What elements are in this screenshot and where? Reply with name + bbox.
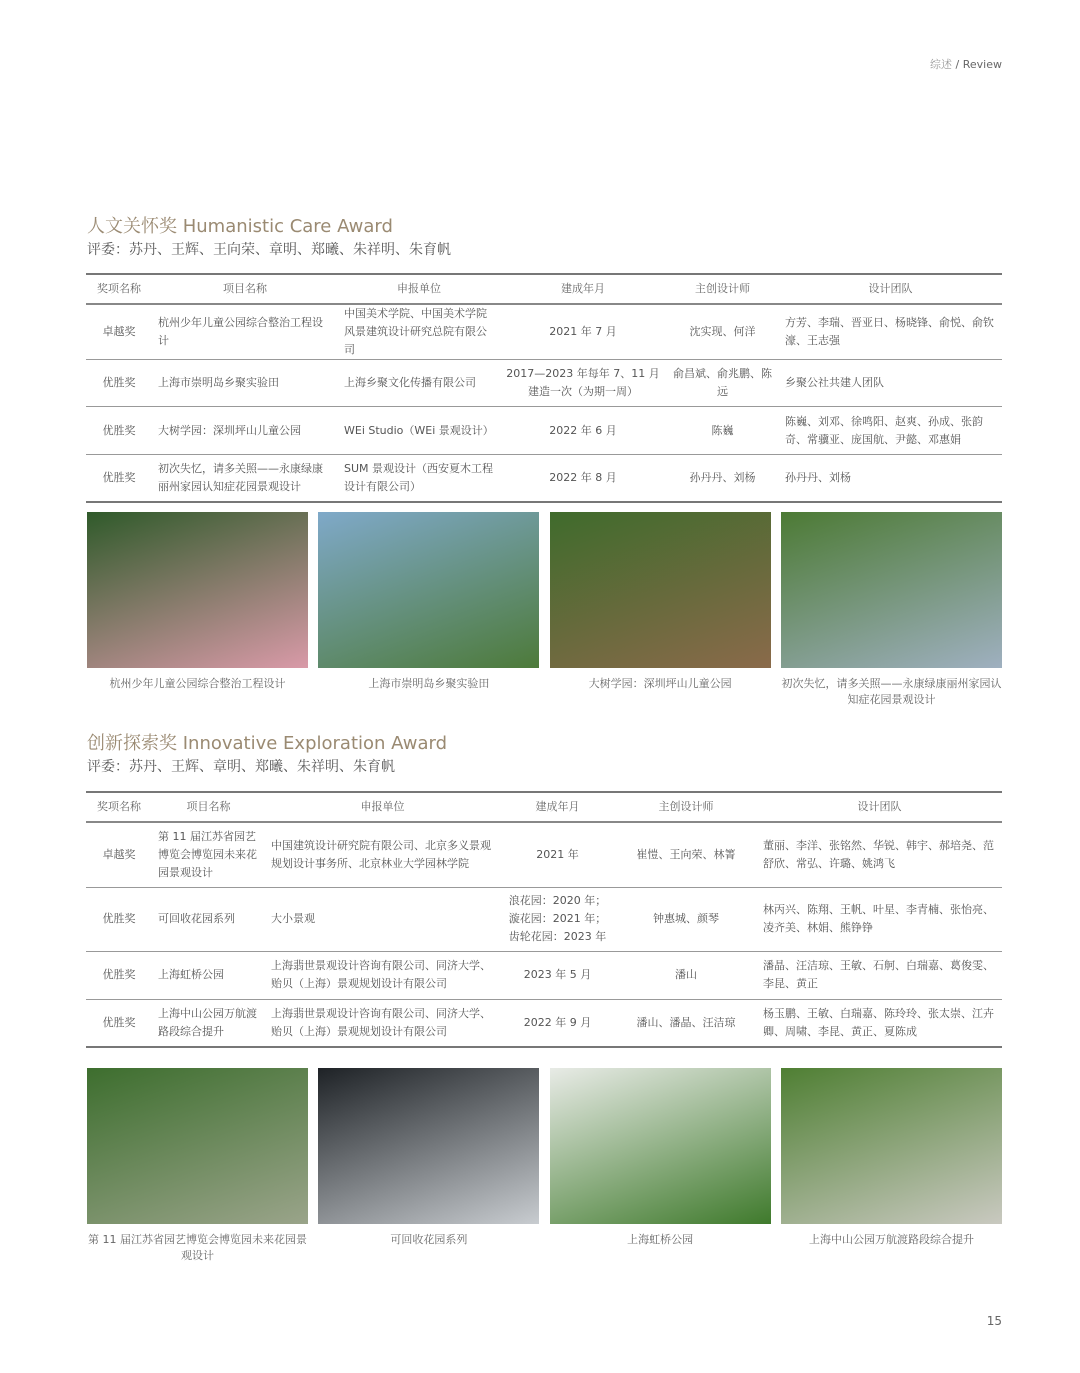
cell-team: 潘晶、汪洁琼、王敏、石舸、白瑞嘉、葛俊雯、李昆、黄正	[757, 951, 1002, 999]
cell-designer: 沈实现、何洋	[666, 304, 779, 360]
cell-team: 董丽、李洋、张铭然、华锐、韩宇、郝培尧、范舒欣、常弘、许璐、姚鸿飞	[757, 822, 1002, 887]
table-row	[86, 999, 1002, 1047]
table-row	[86, 407, 1002, 455]
judges-line: 评委：苏丹、王辉、章明、郑曦、朱祥明、朱育帆	[87, 759, 395, 775]
photo-caption: 大树学园：深圳坪山儿童公园	[588, 677, 732, 690]
photo-item	[318, 1068, 539, 1264]
cell-project: 大树学园：深圳坪山儿童公园	[152, 407, 338, 455]
cell-team: 孙丹丹、刘杨	[785, 470, 851, 484]
cell-unit: 中国建筑设计研究院有限公司、北京多义景观规划设计事务所、北京林业大学园林学院	[265, 822, 500, 887]
table-header	[86, 792, 1002, 822]
cell-designer: 陈巍	[666, 407, 779, 455]
cell-unit: 中国美术学院、中国美术学院风景建筑设计研究总院有限公司	[338, 304, 500, 360]
photo-caption: 上海虹桥公园	[627, 1233, 694, 1246]
cell-designer: 潘山	[615, 951, 757, 999]
cell-project: 杭州少年儿童公园综合整治工程设计	[152, 304, 338, 360]
project-photo	[87, 1068, 308, 1224]
project-photo	[550, 1068, 771, 1224]
cell-date: 2021 年	[500, 822, 615, 887]
column-header: 申报单位	[338, 274, 500, 304]
cell-award: 优胜奖	[86, 951, 152, 999]
project-photo	[550, 512, 771, 668]
cell-award: 卓越奖	[86, 304, 152, 360]
cell-award: 优胜奖	[86, 407, 152, 455]
column-header: 设计团队	[779, 274, 1002, 304]
photo-item	[87, 1068, 308, 1264]
cell-unit: 上海乡聚文化传播有限公司	[338, 360, 500, 407]
column-header: 建成年月	[500, 792, 615, 822]
column-header: 建成年月	[500, 274, 666, 304]
cell-designer: 潘山、潘晶、汪洁琼	[636, 1015, 736, 1029]
photo-item	[87, 512, 308, 708]
cell-project: 上海虹桥公园	[152, 951, 265, 999]
project-photo	[318, 512, 539, 668]
cell-project: 上海市崇明岛乡聚实验田	[152, 360, 338, 407]
cell-unit: 上海翡世景观设计咨询有限公司、同济大学、贻贝（上海）景观规划设计有限公司	[265, 951, 500, 999]
cell-award: 优胜奖	[86, 360, 152, 407]
photo-caption: 上海中山公园万航渡路段综合提升	[808, 1233, 974, 1246]
photo-item	[318, 512, 539, 708]
table-row	[86, 951, 1002, 999]
photo-item	[550, 512, 771, 708]
photo-strip	[87, 512, 1002, 708]
judges-line: 评委：苏丹、王辉、王向荣、章明、郑曦、朱祥明、朱育帆	[87, 242, 451, 258]
section-cn: 综述	[930, 58, 953, 71]
cell-project: 上海中山公园万航渡路段综合提升	[158, 1006, 257, 1038]
photo-caption: 第 11 届江苏省园艺博览会博览园未来花园景观设计	[88, 1233, 307, 1262]
photo-item	[550, 1068, 771, 1264]
project-photo	[87, 512, 308, 668]
page-number: 15	[986, 1314, 1002, 1328]
table-row	[86, 822, 1002, 887]
cell-designer: 钟惠城、颜琴	[615, 887, 757, 951]
cell-project: 初次失忆，请多关照——永康绿康丽州家园认知症花园景观设计	[158, 461, 323, 493]
cell-date: 2022 年 6 月	[500, 407, 666, 455]
table-row	[86, 304, 1002, 360]
photo-caption: 杭州少年儿童公园综合整治工程设计	[109, 677, 286, 690]
column-header: 项目名称	[152, 792, 265, 822]
cell-date: 2023 年 5 月	[500, 951, 615, 999]
awards-table	[86, 791, 1002, 1048]
column-header: 奖项名称	[86, 792, 152, 822]
award-title: 创新探索奖 Innovative Exploration Award	[87, 733, 447, 754]
cell-unit: SUM 景观设计（西安夏木工程设计有限公司）	[344, 461, 494, 493]
cell-date: 2022 年 9 月	[523, 1015, 592, 1029]
cell-date: 2017—2023 年每年 7、11 月建造一次（为期一周）	[500, 360, 666, 407]
cell-unit: WEi Studio（WEi 景观设计）	[338, 407, 500, 455]
column-header: 主创设计师	[615, 792, 757, 822]
photo-caption: 初次失忆，请多关照——永康绿康丽州家园认知症花园景观设计	[781, 677, 1002, 706]
cell-designer: 崔愷、王向荣、林箐	[615, 822, 757, 887]
cell-team: 林丙兴、陈翔、王帆、叶星、李青楠、张怡亮、凌齐美、林娟、熊铮铮	[757, 887, 1002, 951]
cell-team: 乡聚公社共建人团队	[779, 360, 1002, 407]
cell-team: 杨玉鹏、王敏、白瑞嘉、陈玲玲、张太崇、江卉卿、周啸、李昆、黄正、夏陈成	[763, 1006, 994, 1038]
cell-unit: 上海翡世景观设计咨询有限公司、同济大学、贻贝（上海）景观规划设计有限公司	[271, 1006, 491, 1038]
cell-team: 方芳、李瑞、晋亚日、杨晓锋、俞悦、俞钦濠、王志强	[779, 304, 1002, 360]
table-row	[86, 887, 1002, 951]
photo-caption: 可回收花园系列	[390, 1233, 468, 1246]
table-row	[86, 455, 1002, 502]
cell-date: 浪花园：2020 年；漩花园：2021 年；齿轮花园：2023 年	[500, 887, 615, 951]
separator: /	[952, 58, 963, 71]
column-header: 奖项名称	[86, 274, 152, 304]
project-photo	[781, 512, 1002, 668]
project-photo	[781, 1068, 1002, 1224]
project-photo	[318, 1068, 539, 1224]
cell-unit: 大小景观	[265, 887, 500, 951]
cell-date: 2022 年 8 月	[549, 470, 617, 484]
photo-item	[781, 1068, 1002, 1264]
running-header	[930, 56, 1002, 72]
cell-award: 优胜奖	[86, 887, 152, 951]
cell-date: 2021 年 7 月	[500, 304, 666, 360]
column-header: 申报单位	[265, 792, 500, 822]
column-header: 项目名称	[152, 274, 338, 304]
photo-caption: 上海市崇明岛乡聚实验田	[368, 677, 490, 690]
table-header	[86, 274, 1002, 304]
cell-award: 优胜奖	[102, 1015, 136, 1029]
cell-award: 优胜奖	[102, 470, 136, 484]
cell-designer: 孙丹丹、刘杨	[689, 470, 756, 484]
cell-award: 卓越奖	[86, 822, 152, 887]
award-title: 人文关怀奖 Humanistic Care Award	[87, 216, 393, 237]
column-header: 设计团队	[757, 792, 1002, 822]
photo-strip	[87, 1068, 1002, 1264]
cell-designer: 俞昌斌、俞兆鹏、陈远	[666, 360, 779, 407]
photo-item	[781, 512, 1002, 708]
cell-project: 可回收花园系列	[152, 887, 265, 951]
awards-table	[86, 273, 1002, 503]
table-row	[86, 360, 1002, 407]
cell-project: 第 11 届江苏省园艺博览会博览园未来花园景观设计	[152, 822, 265, 887]
cell-team: 陈巍、刘邓、徐鸣阳、赵爽、孙成、张韵奇、常骥亚、庞国航、尹懿、邓惠娟	[779, 407, 1002, 455]
section-en: Review	[962, 58, 1002, 71]
column-header: 主创设计师	[666, 274, 779, 304]
